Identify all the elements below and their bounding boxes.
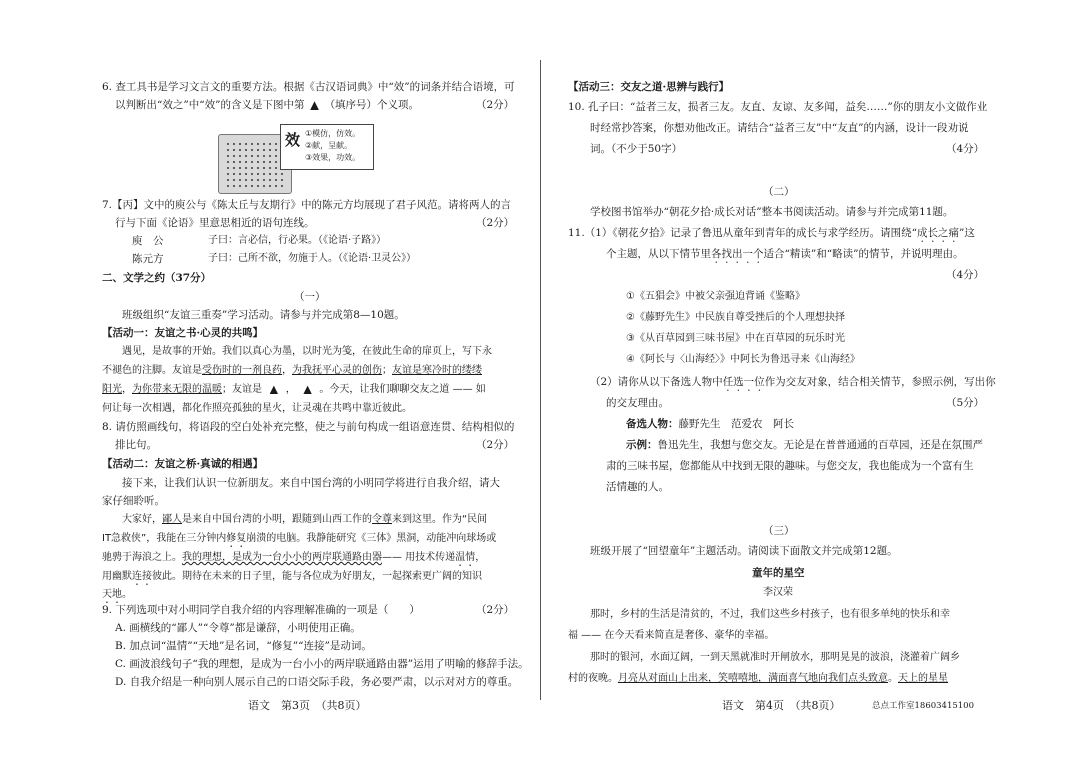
q7-row1-quote: 子曰：言必信，行必果。（《论语·子路》） [208,235,387,246]
q11-score1: （4分） [946,269,985,281]
essay-line1: 那时，乡村的生活是清贫的，不过，我们这些乡村孩子，也有很多单纯的快乐和幸 [590,609,950,620]
dictionary-entry-bubble [280,124,374,170]
part2-title: （二） [763,186,795,198]
passage1-blank1: ▲ [270,384,278,395]
q11-item-4: ④《阿长与〈山海经〉》中阿长为鲁迅寻来《山海经》 [626,354,860,365]
candidates: 备选人物：藤野先生 范爱农 阿长 [626,418,794,430]
q6-line2: 以判断出“效之”中“效”的含义是下图中第 ▲ （填序号）个义项。 [115,99,420,111]
activity1-title: 【活动一：友谊之书·心灵的共鸣】 [102,327,264,339]
q11-item-2: ②《藤野先生》中民族自尊受挫后的个人理想抉择 [626,312,845,323]
q8-line2: 排比句。 [115,439,157,451]
part3-intro: 班级开展了“回望童年”主题活动。请阅读下面散文并完成第12题。 [590,545,898,557]
q9-option-a: A. 画横线的“鄙人”“令尊”都是谦辞，小明使用正确。 [115,622,361,634]
intro2-line2: 家仔细聆听。 [102,495,165,507]
passage1-line1: 遇见，是故事的开始。我们以真心为墨，以时光为笺，在彼此生命的扉页上，写下永 [122,346,492,357]
q7-row2-quote: 子曰：己所不欲，勿施于人。（《论语·卫灵公》） [208,253,417,264]
q11-item-1: ①《五猖会》中被父亲强迫背诵《鉴略》 [626,291,805,302]
q8-score: （2分） [476,439,515,451]
q10-score: （4分） [946,143,985,155]
activity-intro: 班级组织“友谊三重奏”学习活动。请参与并完成第8—10题。 [122,309,405,321]
section2-title: 二、文学之约（37分） [102,272,212,284]
passage2-line3: 驰骋于海浪之上。我的理想，是成为一台小小的两岸联通路由器—— 用技术传递温情， [102,552,486,563]
q10-line2: 时经常抄答案，你想劝他改正。请结合“益者三友”中“友直”的内涵，设计一段劝说 [590,122,969,134]
q7-line1: 7.【丙】文中的庾公与《陈太丘与友期行》中的陈元方均展现了君子风范。请将两人的言 [102,199,512,211]
page4-footer: 语文 第4页 （共8页） [722,699,841,712]
q7-row2-name: 陈元方 [132,253,164,265]
q9-stem: 9. 下列选项中对小明同学自我介绍的内容理解准确的一项是（ ） [102,604,420,616]
dict-item-1: ①模仿，仿效。 [305,129,361,138]
essay-author: 李汉荣 [763,587,793,598]
q11-part2-line1: （2）请你从以下备选人物中任选一位作为交友对象，结合相关情节，参照示例，写出你 [590,376,996,388]
part1-title: （一） [294,291,326,303]
q6-score: （2分） [476,99,515,111]
q11-line2: 个主题，从以下情节里各找出一个适合“精读”和“略读”的情节，并说明理由。 [606,248,964,260]
part2-intro: 学校图书馆举办“朝花夕拾·成长对话”整本书阅读活动。请参与并完成第11题。 [590,206,954,218]
q7-row1-name: 庾 公 [132,235,164,247]
page-4 [540,0,1080,764]
passage1-line4: 何让每一次相遇，都化作照亮孤独的星火，让灵魂在共鸣中靠近彼此。 [102,403,412,414]
q9-option-d: D. 自我介绍是一种向别人展示自己的口语交际手段，务必要严肃，以示对对方的尊重。 [115,676,519,688]
q6-blank: ▲ [310,99,319,111]
page3-footer: 语文 第3页 （共8页） [248,699,367,712]
q9-option-b: B. 加点词“温情”“天地”是名词，“修复”“连接”是动词。 [115,640,372,652]
q11-line1: 11.（1）《朝花夕拾》记录了鲁迅从童年到青年的成长与求学经历。请围绕“成长之痛”这 [568,227,975,239]
studio-watermark: 总点工作室18603415100 [872,701,974,711]
dictionary-illustration [218,124,378,194]
passage1-line2: 不褪色的注脚。友谊是受伤时的一剂良药，为我抚平心灵的创伤；友谊是寒冷时的缕缕 [102,365,482,376]
q11-item-3: ③《从百草园到三味书屋》中在百草园的玩乐时光 [626,333,845,344]
q11-score2: （5分） [946,397,985,409]
passage1-line3: 阳光，为你带来无限的温暖；友谊是 ▲ ， ▲ 。今天，让我们聊聊交友之道 —— 如 [102,384,486,395]
passage2-line2: IT急救侠”，我能在三分钟内修复崩溃的电脑。我静能研究《三体》黑洞，动能冲向球场或 [102,533,497,544]
dict-char: 效 [285,131,301,149]
example-line2: 肃的三味书屋，您都能从中找到无限的趣味。与您交友，我也能成为一个富有生 [606,460,974,472]
dict-item-3: ③效果，功效。 [305,153,361,162]
q11-part2-line2: 的交友理由。 [606,397,669,409]
intro2-line1: 接下来，让我们认识一位新朋友。来自中国台湾的小明同学将进行自我介绍，请大 [122,477,500,489]
passage2-line5: 天地。 [102,589,132,600]
essay-line2: 福 —— 在今天看来简直是奢侈、豪华的幸福。 [568,630,775,641]
q9-score: （2分） [476,604,515,616]
q10-line3: 词。（不少于50字） [590,143,683,155]
q6-line1: 6. 查工具书是学习文言文的重要方法。根据《古汉语词典》中“效”的词条并结合语境，可 [102,81,515,93]
activity3-title: 【活动三：交友之道·思辨与践行】 [568,81,730,93]
q7-score: （2分） [476,217,515,229]
essay-line3: 那时的银河，水面辽阔，一到天黑就准时开闸放水，那明晃晃的波浪，浇灌着广阔乡 [590,652,960,663]
q7-line2: 行与下面《论语》里意思相近的语句连线。 [115,217,315,229]
example-line3: 活情趣的人。 [606,481,669,493]
q9-option-c: C. 画波浪线句子“我的理想，是成为一台小小的两岸联通路由器”运用了明喻的修辞手法。 [115,658,529,670]
dict-item-2: ②献，呈献。 [305,141,353,150]
passage2-line4: 用幽默连接彼此。期待在未来的日子里，能与各位成为好朋友，一起探索更广阔的知识 [102,571,482,582]
essay-title: 童年的星空 [752,567,805,579]
passage2-line1: 大家好，鄙人是来自中国台湾的小明，跟随到山西工作的令尊来到这里。作为“民间 [122,514,488,525]
q10-line1: 10. 孔子曰：“益者三友，损者三友。友直、友谅、友多闻，益矣……”你的朋友小文做作业 [568,101,988,113]
q8-line1: 8. 请仿照画线句，将语段的空白处补充完整，使之与前句构成一组语意连贯、结构相似的 [102,421,515,433]
example-line1: 示例：鲁迅先生，我想与您交友。无论是在普普通通的百草园，还是在氛围严 [626,439,983,451]
part3-title: （三） [763,525,795,537]
passage1-blank2: ▲ [303,384,312,395]
essay-line4: 村的夜晚。月亮从对面山上出来，笑嘻嘻地，满面喜气地向我们点头致意。天上的星星 [568,673,948,684]
activity2-title: 【活动二：友谊之桥·真诚的相遇】 [102,458,264,470]
